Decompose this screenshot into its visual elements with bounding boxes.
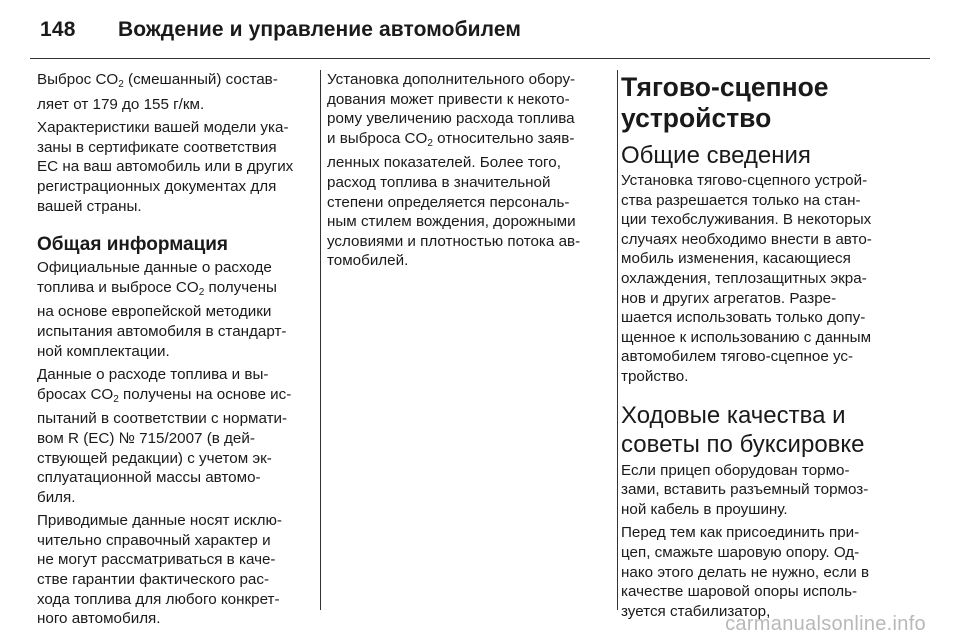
text-line: расход топлива в значительной: [327, 173, 551, 191]
text-fragment: относительно заяв-: [432, 129, 575, 147]
text-line: нако этого делать не нужно, если в: [621, 563, 870, 581]
heading-driving-towing: [621, 401, 907, 459]
paragraph-certificate: [37, 118, 317, 216]
page-header: [40, 14, 930, 54]
column-3: [621, 70, 907, 625]
text-line: ции техобслуживания. В некоторых: [621, 211, 872, 229]
text-line: Если прицеп оборудован тормо-: [621, 461, 850, 479]
text-line: Установка тягово-сцепного устрой-: [621, 172, 868, 189]
text-line: цеп, смажьте шаровую опору. Од-: [621, 543, 860, 561]
text-line: мобиль изменения, касающиеся: [621, 250, 851, 268]
text-line: ного автомобиля.: [37, 610, 161, 628]
text-line: тройство.: [621, 367, 689, 385]
text-fragment: бросах CO: [37, 385, 114, 403]
text-line: [37, 278, 317, 303]
paragraph-reference-note: [37, 511, 317, 629]
text-line: биля.: [37, 488, 76, 506]
text-line: хода топлива для любого конкрет-: [37, 590, 280, 608]
watermark: carmanualsonline.info: [725, 613, 926, 635]
heading-general-info: Общая информация: [37, 234, 229, 256]
subscript: 2: [198, 286, 205, 298]
text-line: шается использовать только допу-: [621, 309, 866, 327]
text-line: регистрационных документах для: [37, 177, 277, 195]
paragraph-extra-equipment: [327, 70, 609, 271]
text-line: ствующей редакции) с учетом эк-: [37, 449, 272, 467]
subscript: 2: [118, 79, 124, 90]
subscript: 2: [113, 393, 119, 405]
text-fragment: и выброса CO: [327, 129, 428, 147]
text-line: ленных показателей. Более того,: [327, 154, 561, 172]
text-line: дования может привести к некото-: [327, 90, 570, 108]
text-line: ЕС на ваш автомобиль или в других: [37, 158, 294, 176]
paragraph-installation: [621, 171, 907, 387]
text-line: ным стилем вождения, дорожными: [327, 213, 576, 231]
text-line: зуется стабилизатор,: [621, 602, 771, 620]
column-2: [327, 70, 609, 275]
subscript: 2: [427, 137, 433, 149]
header-divider: [30, 58, 930, 59]
paragraph-ball-lubrication: [621, 523, 907, 621]
text-line: качестве шаровой опоры исполь-: [621, 583, 858, 601]
heading-general-info-towbar: Общие сведения: [621, 142, 811, 169]
text-line: ляет от 179 до 155 г/км.: [37, 95, 205, 113]
text-line: [37, 70, 317, 95]
text-line: степени определяется персональ-: [327, 193, 570, 211]
text-line: автомобилем тягово-сцепное ус-: [621, 348, 854, 366]
text-line: Данные о расходе топлива и вы-: [37, 366, 269, 384]
text-line: стве гарантии фактического рас-: [37, 571, 270, 589]
text-line: Приводимые данные носят исклю-: [37, 512, 282, 530]
text-fragment: топлива и выбросе CO: [37, 278, 199, 296]
title-line: устройство: [621, 103, 772, 133]
text-line: щенное к использованию с данным: [621, 328, 872, 346]
text-line: ной комплектации.: [37, 342, 170, 360]
text-line: пытаний в соответствии с нормати-: [37, 410, 288, 428]
paragraph-official-data: [37, 258, 317, 361]
text-line: охлаждения, теплозащитных экра-: [621, 269, 867, 287]
text-line: чительно справочный характер и: [37, 531, 271, 549]
text-line: [37, 385, 317, 410]
text-line: не могут рассматриваться в каче-: [37, 551, 276, 569]
text-fragment: Выброс CO: [37, 71, 119, 88]
text-line: зами, вставить разъемный тормоз-: [621, 481, 869, 499]
paragraph-co2-emission: [37, 70, 317, 114]
paragraph-trailer-brakes: [621, 461, 907, 520]
column-divider-1: [320, 70, 321, 610]
text-line: томобилей.: [327, 252, 409, 270]
text-fragment: (смешанный) состав-: [123, 71, 278, 88]
text-line: испытания автомобиля в стандарт-: [37, 322, 287, 340]
text-line: случаях необходимо внести в авто-: [621, 230, 872, 248]
text-line: на основе европейской методики: [37, 303, 272, 321]
text-line: вом R (EC) № 715/2007 (в дей-: [37, 429, 255, 447]
text-line: рому увеличению расхода топлива: [327, 110, 575, 128]
text-line: ной кабель в проушину.: [621, 500, 788, 518]
column-1: [37, 70, 317, 633]
section-title-towbar: [621, 72, 907, 134]
text-line: заны в сертификате соответствия: [37, 138, 277, 156]
text-line: ства разрешается только на стан-: [621, 191, 861, 209]
page-title: Вождение и управление автомобилем: [118, 18, 521, 41]
text-line: Официальные данные о расходе: [37, 259, 272, 277]
title-line: Тягово-сцепное: [621, 72, 829, 102]
text-fragment: получены: [204, 278, 277, 296]
text-line: Характеристики вашей модели ука-: [37, 119, 289, 137]
paragraph-test-data: [37, 365, 317, 507]
text-line: Перед тем как присоединить при-: [621, 524, 860, 542]
text-line: нов и других агрегатов. Разре-: [621, 289, 837, 307]
text-line: Установка дополнительного обору-: [327, 71, 576, 88]
text-line: сплуатационной массы автомо-: [37, 469, 261, 487]
text-line: [327, 129, 609, 154]
heading-line: Ходовые качества и: [621, 401, 846, 429]
text-line: вашей страны.: [37, 197, 142, 215]
text-fragment: получены на основе ис-: [118, 385, 292, 403]
text-line: условиями и плотностью потока ав-: [327, 232, 581, 250]
column-divider-2: [617, 70, 618, 610]
page-number: 148: [40, 18, 76, 41]
heading-line: советы по буксировке: [621, 430, 865, 458]
